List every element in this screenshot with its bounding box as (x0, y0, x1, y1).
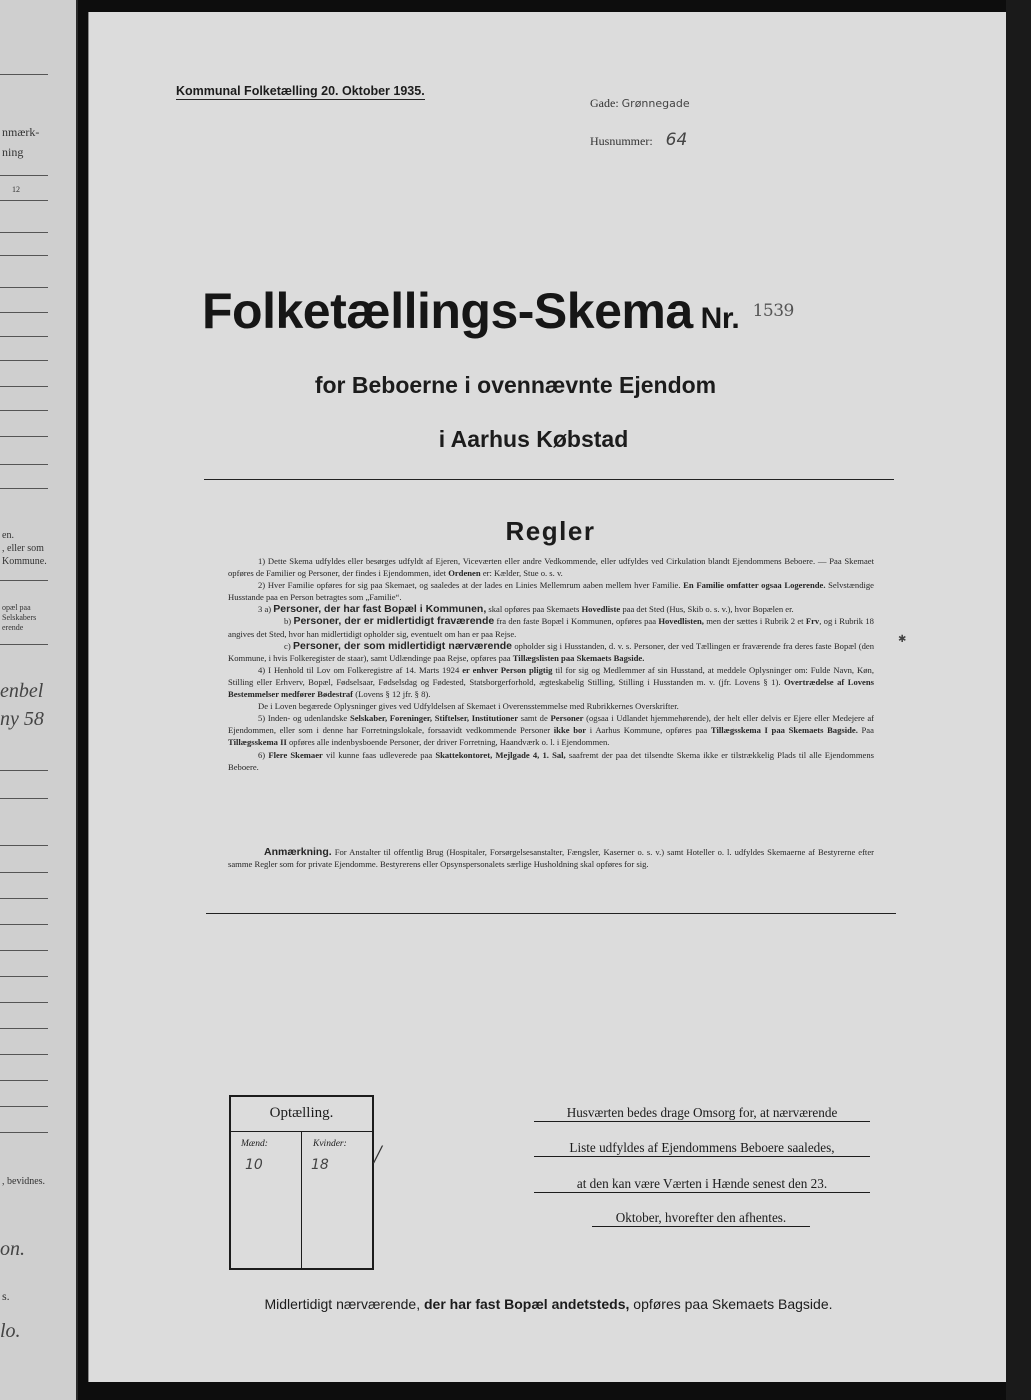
remark-label: Anmærkning. (264, 846, 332, 858)
instruction-line-1: Husværten bedes drage Omsorg for, at nærværende (534, 1105, 870, 1122)
form-nr-label: Nr. (700, 302, 740, 335)
rule-5: 5) Inden- og udenlandske Selskaber, Foreninger, Stiftelser, Institutioner samt de Personer (ogsaa i Udlandet hjemmehørende), der helt eller delvis er Ejere eller Medejere af Ejendommen, eller som i denne har Forretningslokale, forsaavidt vedkommende Personer ikke bor i Aarhus Kommune, opføres paa Tillægsskema I paa Skemaets Bagside. Paa Tillægsskema II opføres alle indenbysboende Personer, der driver Forretning, Haandværk o. l. i Ejendommen. (228, 713, 875, 748)
footer-suffix: opføres paa Skemaets Bagside. (633, 1296, 833, 1312)
margin-rule (0, 798, 48, 799)
street-label: Gade: (590, 96, 619, 110)
rule-3b: b) Personer, der er midlertidigt fraværende fra den faste Bopæl i Kommunen, opføres paa Hovedlisten, men der sættes i Rubrik 2 et Frv, og i Rubrik 18 angives det Sted, hvor han midlertidigt opholder sig, eventuelt om han er paa Rejse. (228, 615, 874, 639)
margin-rule (0, 924, 48, 925)
margin-rule (0, 1132, 48, 1133)
ink-speck: ✱ (898, 634, 907, 645)
house-label: Husnummer: (590, 134, 653, 148)
margin-rule (0, 898, 48, 899)
margin-handwriting: enbel (0, 680, 44, 702)
margin-rule (0, 74, 48, 75)
margin-handwriting: ny 58 (0, 708, 44, 730)
margin-fragment: erende (2, 623, 24, 632)
street-row (590, 96, 690, 111)
form-nr-value: 1539 (752, 301, 794, 321)
margin-rule (0, 255, 48, 256)
margin-fragment: , bevidnes. (2, 1176, 46, 1187)
margin-fragment: opæl paa (2, 603, 31, 612)
check-mark: / (374, 1140, 382, 1169)
instruction-line-3: at den kan være Værten i Hænde senest den 23. (534, 1176, 870, 1193)
remark-text (228, 846, 874, 870)
divider-top (204, 479, 894, 480)
count-box-title: Optælling. (269, 1105, 334, 1121)
divider-bottom (206, 913, 896, 914)
margin-rule (0, 360, 48, 361)
form-title-main: Folketællings-Skema (202, 283, 693, 339)
count-box-divider (301, 1131, 302, 1268)
rule-3c: c) Personer, der som midlertidigt nærværende opholder sig i Husstanden, d. v. s. Personer, der ved Tællingen er fraværende fra deres faste Bopæl (den Kommune, i hvis Folkeregister de staar), samt Udlændinge paa Rejse, opføres paa Tillægslisten paa Skemaets Bagside. (228, 639, 874, 663)
margin-fragment: 12 (12, 185, 20, 194)
margin-fragment: nmærk- (2, 125, 40, 139)
margin-rule (0, 312, 48, 313)
men-label: Mænd: (241, 1139, 268, 1149)
margin-rule (0, 488, 48, 489)
margin-rule (0, 200, 48, 201)
margin-handwriting: on. (0, 1238, 25, 1260)
instruction-line-2: Liste udfyldes af Ejendommens Beboere saaledes, (534, 1140, 870, 1157)
footer-bold: der har fast Bopæl andetsteds, (424, 1296, 630, 1312)
margin-rule (0, 175, 48, 176)
women-label: Kvinder: (313, 1139, 347, 1149)
margin-rule (0, 1002, 48, 1003)
house-value: 64 (665, 130, 688, 150)
count-box (229, 1095, 374, 1270)
remark-body: For Anstalter til offentlig Brug (Hospitaler, Forsørgelsesanstalter, Fængsler, Kaserner o. s. v.) samt Hoteller o. l. udfyldes Skemaerne af Bestyrerne efter samme Regler som for private Ejendomme. Bestyrerens eller Opsynspersonalets særlige Husholdning skal opføres for sig. (228, 847, 874, 870)
margin-rule (0, 287, 48, 288)
form-subtitle-2: i Aarhus Købstad (438, 426, 629, 452)
margin-rule (0, 770, 48, 771)
margin-rule (0, 464, 48, 465)
street-value: Grønnegade (621, 97, 690, 110)
page-stack-edge (1006, 0, 1031, 1400)
rule-1: 1) Dette Skema udfyldes eller besørges udfyldt af Ejeren, Viceværten eller andre Vedkommende, eller udfyldes ved Cirkulation blandt Ejendommens Beboere. — Paa Skemaet opføres de Familier og Personer, der findes i Ejendommen, idet Ordenen er: Kælder, Stue o. s. v. (228, 556, 874, 579)
rules-heading: Regler (505, 516, 596, 546)
margin-rule (0, 410, 48, 411)
margin-rule (0, 950, 48, 951)
margin-rule (0, 1028, 48, 1029)
margin-fragment: s. (2, 1289, 10, 1303)
footer-note (0, 1296, 1031, 1312)
margin-rule (0, 1080, 48, 1081)
form-subtitle-1: for Beboerne i ovennævnte Ejendom (314, 372, 717, 398)
margin-fragment: ning (2, 145, 24, 159)
margin-rule (0, 644, 48, 645)
rule-2: 2) Hver Familie opføres for sig paa Skemaet, og saaledes at der lades en Linies Mellemrum aaben mellem hver Familie. En Familie omfatter ogsaa Logerende. Selvstændige Husstande paa en Person betragtes som „Familie“. (228, 580, 874, 603)
footer-prefix: Midlertidigt nærværende, (264, 1296, 421, 1312)
margin-rule (0, 845, 48, 846)
margin-rule (0, 872, 48, 873)
adjacent-page-margin (0, 0, 78, 1400)
margin-fragment: Selskabers (2, 613, 37, 622)
margin-rule (0, 1106, 48, 1107)
margin-rule (0, 1054, 48, 1055)
margin-rule (0, 580, 48, 581)
women-value: 18 (311, 1157, 329, 1173)
rule-4-extra: De i Loven begærede Oplysninger gives ved Udfyldelsen af Skemaet i Overensstemmelse med Rubrikkernes Overskrifter. (258, 701, 679, 712)
form-title (202, 282, 794, 340)
census-title: Kommunal Folketælling 20. Oktober 1935. (176, 84, 425, 98)
margin-fragment: Kommune. (2, 556, 47, 567)
margin-handwriting: lo. (0, 1320, 21, 1342)
rule-6: 6) Flere Skemaer vil kunne faas udleverede paa Skattekontoret, Mejlgade 4, 1. Sal, saafremt der paa det tilsendte Skema ikke er tilstrækkelig Plads til alle Ejendommens Beboere. (228, 749, 874, 772)
margin-rule (0, 232, 48, 233)
house-row (590, 130, 687, 150)
men-value: 10 (245, 1157, 263, 1173)
rule-4: 4) I Henhold til Lov om Folkeregistre af 14. Marts 1924 er enhver Person pligtig til for sig og Medlemmer af sin Husstand, at meddele Oplysninger om: Fulde Navn, Køn, Stilling eller Erhverv, Bopæl, Fødselsaar, Fødselsdag og Fødested, Statsborgerforhold, ægteskabelig Stilling, Stilling i Husstanden m. v. (jfr. Lovens § 1). Overtrædelse af Lovens Bestemmelser medfører Bødestraf (Lovens § 12 jfr. § 8). (228, 664, 874, 700)
margin-rule (0, 336, 48, 337)
margin-fragment: , eller som (2, 543, 44, 554)
rule-3a: 3 a) Personer, der har fast Bopæl i Kommunen, skal opføres paa Skemaets Hovedliste paa det Sted (Hus, Skib o. s. v.), hvor Bopælen er. (258, 603, 794, 616)
margin-rule (0, 976, 48, 977)
margin-fragment: en. (2, 530, 14, 541)
rules-text (228, 555, 874, 773)
instruction-line-4: Oktober, hvorefter den afhentes. (592, 1210, 810, 1227)
